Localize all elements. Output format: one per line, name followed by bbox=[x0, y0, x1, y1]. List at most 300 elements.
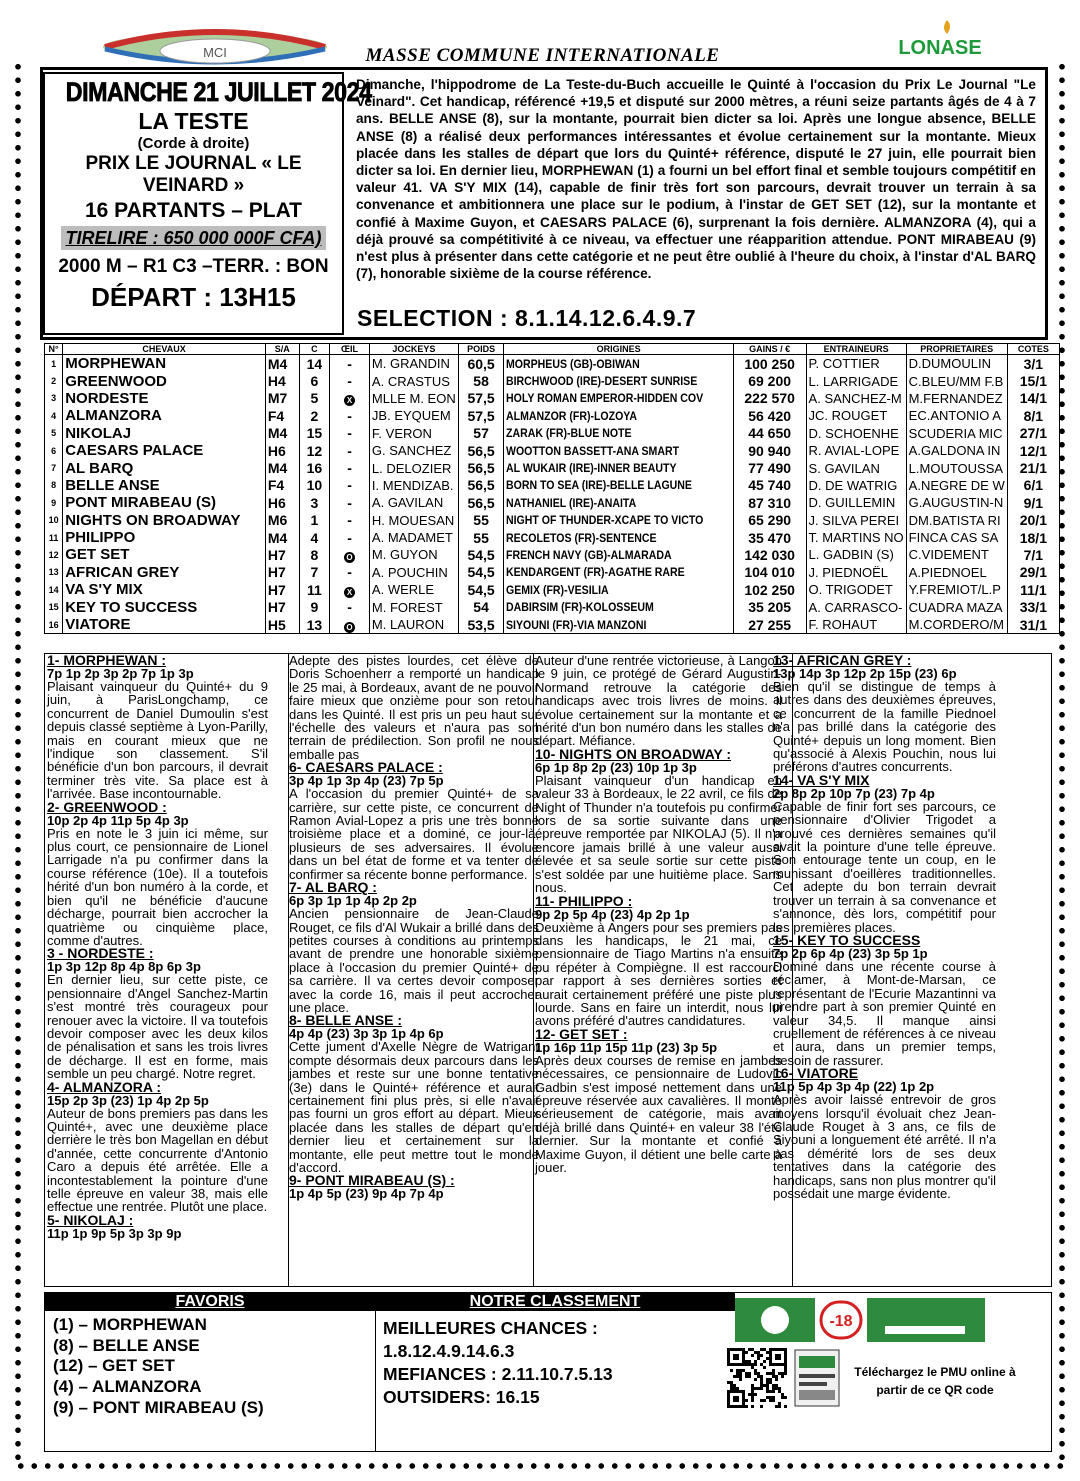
owner: Y.FREMIOT/L.P bbox=[906, 581, 1007, 598]
comment-text: Auteur d'une rentrée victorieuse, à Langon le 9 juin, ce protégé de Gérard Augustin-Normand retrouve la catégorie des handicaps avec trois livres de moins. Il évolue certainement sur la montante et a hérité d'un bon numéro dans les stalles de départ. Méfiance. bbox=[535, 653, 782, 749]
trainer: L. LARRIGADE bbox=[806, 372, 906, 389]
owner: C.VIDEMENT bbox=[906, 546, 1007, 563]
qr-code bbox=[727, 1348, 787, 1408]
earnings: 56 420 bbox=[733, 407, 806, 424]
comment-record: 6p 3p 1p 1p 4p 2p 2p bbox=[289, 893, 417, 909]
comment-text: Adepte des pistes lourdes, cet élève de Doris Schoenherr a remporté un handicap le 25 mai, à Bordeaux, avant de ne pouvoir faire mieux que onzième pour son retour dans les Quinté. Il est pris un peu haut sur l'échelle des valeurs et n'aura pas son terrain de prédilection. Son profil ne nous emballe pas bbox=[289, 653, 539, 762]
sex-age: H7 bbox=[265, 546, 299, 563]
trainer: F. ROHAUT bbox=[806, 616, 906, 634]
runner-number: 1 bbox=[45, 355, 63, 373]
earnings: 102 250 bbox=[733, 581, 806, 598]
runner-number: 11 bbox=[45, 529, 63, 546]
comment-heading: 10- NIGHTS ON BROADWAY : bbox=[535, 745, 732, 762]
favoris-item: (9) – PONT MIRABEAU (S) bbox=[53, 1397, 264, 1417]
comment-text: Après deux courses de remise en jambes nécessaires, ce pensionnaire de Ludovic Gadbin s'est imposé nettement dans une épreuve réservée aux cavalières. Il monte sérieusement de catégorie, mais avait déjà brillé dans Quinté+ en valeur 38 l'été dernier. Sur la montante et confié à Maxime Guyon, il détient une belle carte à jouer. bbox=[535, 1052, 782, 1175]
eye-gear: - bbox=[330, 477, 370, 494]
sex-age: M6 bbox=[265, 512, 299, 529]
stall: 4 bbox=[299, 529, 330, 546]
runner-number: 4 bbox=[45, 407, 63, 424]
odds: 27/1 bbox=[1007, 425, 1059, 442]
trainer: P. COTTIER bbox=[806, 355, 906, 373]
origins-text: BORN TO SEA (IRE)-BELLE LAGUNE bbox=[506, 478, 693, 493]
column-header: ŒIL bbox=[330, 344, 370, 355]
hood-icon: O bbox=[344, 552, 355, 563]
stall: 12 bbox=[299, 442, 330, 459]
trainer: S. GAVILAN bbox=[806, 459, 906, 476]
origins-text: WOOTTON BASSETT-ANA SMART bbox=[506, 443, 680, 458]
eye-gear: - bbox=[330, 442, 370, 459]
download-text: Téléchargez le PMU online à partir de ce QR code bbox=[854, 1365, 1016, 1397]
stall: 6 bbox=[299, 372, 330, 389]
blinkers-icon: X bbox=[344, 395, 355, 406]
runners-table bbox=[44, 343, 1060, 634]
runner-number: 10 bbox=[45, 512, 63, 529]
table-row bbox=[45, 442, 1060, 459]
table-row bbox=[45, 477, 1060, 494]
table-row bbox=[45, 425, 1060, 442]
column-header: ENTRAINEURS bbox=[806, 344, 906, 355]
odds: 21/1 bbox=[1007, 459, 1059, 476]
stall: 16 bbox=[299, 459, 330, 476]
horse-name: PONT MIRABEAU (S) bbox=[63, 494, 266, 511]
trainer: R. AVIAL-LOPE bbox=[806, 442, 906, 459]
comment-text: Cette jument d'Axelle Nègre de Watrigant compte désormais deux parcours dans les jambes et reste sur une bonne tentative (3e) dans le Quinté+ référence et aurait certainement fini plus près, si elle n'avait pas fourni un gros effort au départ. Mieux placée dans les stalles de départ qu'en dernier lieu et certainement sur la montante, elle peut mettre tout le monde d'accord. bbox=[289, 1039, 539, 1175]
earnings: 142 030 bbox=[733, 546, 806, 563]
origins bbox=[504, 477, 733, 494]
comment-record: 11p 5p 4p 3p 4p (22) 1p 2p bbox=[773, 1079, 935, 1095]
odds: 7/1 bbox=[1007, 546, 1059, 563]
odds: 15/1 bbox=[1007, 372, 1059, 389]
owner: C.BLEU/MM F.B bbox=[906, 372, 1007, 389]
weight: 56,5 bbox=[458, 459, 504, 476]
horse-name: GREENWOOD bbox=[63, 372, 266, 389]
stall: 2 bbox=[299, 407, 330, 424]
runner-number: 14 bbox=[45, 581, 63, 598]
origins bbox=[504, 425, 733, 442]
runner-number: 15 bbox=[45, 598, 63, 615]
comment-record: 9p 2p 5p 4p (23) 4p 2p 1p bbox=[535, 906, 690, 922]
trainer: O. TRIGODET bbox=[806, 581, 906, 598]
blinkers-icon: X bbox=[344, 587, 355, 598]
table-row bbox=[45, 512, 1060, 529]
eye-gear bbox=[330, 581, 370, 598]
odds: 9/1 bbox=[1007, 494, 1059, 511]
runner-number: 7 bbox=[45, 459, 63, 476]
origins-text: ALMANZOR (FR)-LOZOYA bbox=[506, 408, 638, 423]
origins-text: FRENCH NAVY (GB)-ALMARADA bbox=[506, 547, 673, 562]
stall: 5 bbox=[299, 390, 330, 407]
runner-number: 2 bbox=[45, 372, 63, 389]
owner: CUADRA MAZA bbox=[906, 598, 1007, 615]
earnings: 44 650 bbox=[733, 425, 806, 442]
table-row bbox=[45, 581, 1060, 598]
race-corde: (Corde à droite) bbox=[137, 135, 250, 152]
comment-record: 6p 1p 8p 2p (23) 10p 1p 3p bbox=[535, 759, 697, 775]
weight: 57 bbox=[458, 425, 504, 442]
jockey: A. MADAMET bbox=[369, 529, 458, 546]
table-row bbox=[45, 390, 1060, 407]
runner-number: 6 bbox=[45, 442, 63, 459]
sex-age: M4 bbox=[265, 529, 299, 546]
comment-heading: 14- VA S'Y MIX bbox=[773, 771, 870, 788]
eye-gear: - bbox=[330, 564, 370, 581]
earnings: 35 205 bbox=[733, 598, 806, 615]
table-row bbox=[45, 355, 1060, 373]
comments-section bbox=[44, 653, 1052, 1287]
comment-text: Dominé dans une récente course à réclamer, à Mont-de-Marsan, ce représentant de l'Ecurie Mazantinni va prendre part à son premier Quinté en valeur 34,5. Il manque ainsi cruellement de références à ce niveau et aura, dans un premier temps, besoin de rassurer. bbox=[773, 958, 996, 1068]
earnings: 27 255 bbox=[733, 616, 806, 634]
comment-record: 1p 16p 11p 15p 11p (23) 3p 5p bbox=[535, 1039, 718, 1055]
weight: 58 bbox=[458, 372, 504, 389]
race-depart: DÉPART : 13H15 bbox=[91, 282, 296, 312]
sex-age: H5 bbox=[265, 616, 299, 634]
earnings: 69 200 bbox=[733, 372, 806, 389]
weight: 57,5 bbox=[458, 390, 504, 407]
race-prix-line1: PRIX LE JOURNAL « LE bbox=[85, 153, 302, 174]
horse-name: GET SET bbox=[63, 546, 266, 563]
sex-age: H4 bbox=[265, 372, 299, 389]
jockey: M. GUYON bbox=[369, 546, 458, 563]
favoris-item: (12) – GET SET bbox=[53, 1356, 175, 1376]
weight: 54 bbox=[458, 598, 504, 615]
comment-text: Après avoir laissé entrevoir de gros moyens lorsqu'il évoluait chez Jean-Claude Rouget à 3 ans, ce fils de Siyouni a longuement été arrêté. Il n'a pas démérité lors de ses deux tentatives dans la catégorie des handicaps, sans non plus montrer qu'il possédait une marge évidente. bbox=[773, 1092, 996, 1201]
race-prix-line2: VEINARD » bbox=[142, 175, 245, 196]
stall: 1 bbox=[299, 512, 330, 529]
odds: 3/1 bbox=[1007, 355, 1059, 373]
comment-text: Auteur de bons premiers pas dans les Quinté+, avec une deuxième place derrière le très bon Magellan en début d'année, cette concurrente d'Antonio Caro a depuis été arrêtée. Elle a incontestablement la pointure d'une telle épreuve en valeur 38, mais elle effectue une rentrée. Plutôt une place. bbox=[47, 1105, 268, 1215]
horse-name: PHILIPPO bbox=[63, 529, 266, 546]
race-info-box bbox=[43, 72, 372, 335]
horse-name: NIKOLAJ bbox=[63, 425, 266, 442]
horse-name: MORPHEWAN bbox=[63, 355, 266, 373]
summary-divider bbox=[375, 1293, 376, 1451]
odds: 12/1 bbox=[1007, 442, 1059, 459]
owner: FINCA CAS SA bbox=[906, 529, 1007, 546]
owner: G.AUGUSTIN-N bbox=[906, 494, 1007, 511]
column-header: ORIGINES bbox=[504, 344, 733, 355]
comment-heading: 11- PHILIPPO : bbox=[535, 892, 633, 909]
race-date: DIMANCHE 21 JUILLET 2024 bbox=[65, 77, 372, 107]
stall: 3 bbox=[299, 494, 330, 511]
origins-text: SIYOUNI (FR)-VIA MANZONI bbox=[506, 617, 647, 632]
table-row bbox=[45, 459, 1060, 476]
eye-gear: - bbox=[330, 459, 370, 476]
comment-record: 7p 1p 2p 3p 2p 7p 1p 3p bbox=[47, 666, 194, 681]
comment-record: 13p 14p 3p 12p 2p 15p (23) 6p bbox=[773, 666, 957, 681]
favoris-title: FAVORIS bbox=[45, 1293, 375, 1311]
jockey: JB. EYQUEM bbox=[369, 407, 458, 424]
stall: 14 bbox=[299, 355, 330, 373]
runner-number: 3 bbox=[45, 390, 63, 407]
column-header: C bbox=[299, 344, 330, 355]
stall: 11 bbox=[299, 581, 330, 598]
owner: M.CORDERO/M bbox=[906, 616, 1007, 634]
mci-logo-text: MCI bbox=[203, 45, 227, 60]
origins bbox=[504, 442, 733, 459]
trainer: A. CARRASCO- bbox=[806, 598, 906, 615]
eye-gear: - bbox=[330, 512, 370, 529]
eye-gear: - bbox=[330, 529, 370, 546]
column-header: POIDS bbox=[458, 344, 504, 355]
sex-age: H7 bbox=[265, 598, 299, 615]
comments-column-4 bbox=[773, 654, 996, 1200]
comment-text: Deuxième à Angers pour ses premiers pas dans les handicaps, le 21 mai, ce pensionnaire de Tiago Martins n'a ensuite pu répéter à Compiègne. Il est raccourci par rapport à ses dernières sorties et aurait certainement préféré une piste plus lourde. Sans en faire un interdit, nous lui avons préféré d'autres candidatures. bbox=[535, 919, 782, 1029]
column-header: GAINS / € bbox=[733, 344, 806, 355]
earnings: 87 310 bbox=[733, 494, 806, 511]
earnings: 100 250 bbox=[733, 355, 806, 373]
lonase-logo-text: LONASE bbox=[898, 37, 982, 59]
earnings: 65 290 bbox=[733, 512, 806, 529]
table-body bbox=[45, 355, 1060, 634]
comment-record: 1p 3p 12p 8p 4p 8p 6p 3p bbox=[47, 959, 201, 975]
stall: 7 bbox=[299, 564, 330, 581]
horse-name: BELLE ANSE bbox=[63, 477, 266, 494]
summary-section bbox=[44, 1292, 1052, 1452]
selection-line: SELECTION : 8.1.14.12.6.4.9.7 bbox=[357, 305, 697, 331]
sex-age: M4 bbox=[265, 425, 299, 442]
column-header: JOCKEYS bbox=[369, 344, 458, 355]
comment-record: 7p 2p 6p 4p (23) 3p 5p 1p bbox=[773, 945, 928, 961]
jockey: A. WERLE bbox=[369, 581, 458, 598]
dotted-border-left bbox=[14, 60, 22, 1461]
favoris-item: (1) – MORPHEWAN bbox=[53, 1315, 207, 1334]
stall: 10 bbox=[299, 477, 330, 494]
table-row bbox=[45, 546, 1060, 563]
comment-text: Capable de finir fort ses parcours, ce pensionnaire d'Olivier Trigodet a prouvé ces dernières semaines qu'il avait la pointure d'une telle épreuve. Son entourage tente un coup, en le munissant d'oeillères traditionnelles. Cet adepte du bon terrain devrait trouver un terrain à sa convenance et s'annonce, dès lors, compétitif pour les premières places. bbox=[773, 798, 996, 935]
comment-text: En dernier lieu, sur cette piste, ce pensionnaire d'Angel Sanchez-Martin s'est montré très courageux pour renouer avec la victoire. Il va toutefois devoir composer avec les deux kilos de pénalisation et sans les trois livres de décharge. Il est en forme, mais semble un peu chargé. Notre regret. bbox=[47, 972, 268, 1082]
origins bbox=[504, 355, 733, 373]
trainer: D. GUILLEMIN bbox=[806, 494, 906, 511]
comment-text: Bien qu'il se distingue de temps à autres dans des deuxièmes épreuves, ce concurrent de la famille Piednoel n'a pas brillé dans la catégorie des Quinté+ depuis un long moment. Bien qu'associé à Alexis Pouchin, nous lui préférons d'autres concurrents. bbox=[773, 679, 996, 775]
weight: 57,5 bbox=[458, 407, 504, 424]
comments-column-1 bbox=[47, 654, 268, 1240]
eye-gear bbox=[330, 390, 370, 407]
lonase-logo bbox=[885, 18, 995, 62]
trainer: JC. ROUGET bbox=[806, 407, 906, 424]
runner-number: 5 bbox=[45, 425, 63, 442]
jockey: M. FOREST bbox=[369, 598, 458, 615]
origins bbox=[504, 581, 733, 598]
table-row bbox=[45, 529, 1060, 546]
earnings: 222 570 bbox=[733, 390, 806, 407]
jockey: A. GAVILAN bbox=[369, 494, 458, 511]
owner: A.GALDONA IN bbox=[906, 442, 1007, 459]
weight: 55 bbox=[458, 529, 504, 546]
comment-record: 2p 8p 2p 10p 7p (23) 7p 4p bbox=[773, 785, 935, 801]
promo-banner bbox=[735, 1298, 985, 1342]
origins bbox=[504, 372, 733, 389]
owner: DM.BATISTA RI bbox=[906, 512, 1007, 529]
jockey: I. MENDIZAB. bbox=[369, 477, 458, 494]
sex-age: H6 bbox=[265, 494, 299, 511]
comment-heading: 13- AFRICAN GREY : bbox=[773, 652, 912, 668]
weight: 60,5 bbox=[458, 355, 504, 373]
eye-gear: - bbox=[330, 598, 370, 615]
comment-record: 3p 4p 1p 3p 4p (23) 7p 5p bbox=[289, 773, 444, 789]
trainer: L. GADBIN (S) bbox=[806, 546, 906, 563]
trainer: D. SCHOENHE bbox=[806, 425, 906, 442]
comment-heading: 1- MORPHEWAN : bbox=[47, 652, 166, 668]
origins-text: HOLY ROMAN EMPEROR-HIDDEN COV bbox=[506, 391, 704, 406]
table-row bbox=[45, 372, 1060, 389]
comment-text: Plaisant vainqueur du Quinté+ du 9 juin, à ParisLongchamp, ce concurrent de Daniel Dumoulin s'est depuis classé septième à Lyon-Parilly, mais en courant mieux que ne l'indique son classement. S'il bénéficie d'un bon parcours, il devrait terminer très vite. Sa place est à l'arrivée. Base incontournable. bbox=[47, 679, 268, 802]
origins-text: NATHANIEL (IRE)-ANAITA bbox=[506, 495, 637, 510]
comment-heading: 7- AL BARQ : bbox=[289, 879, 377, 896]
comment-record: 4p 4p (23) 3p 3p 1p 4p 6p bbox=[289, 1026, 444, 1042]
origins-text: GEMIX (FR)-VESILIA bbox=[506, 582, 610, 597]
runner-number: 9 bbox=[45, 494, 63, 511]
column-header: PROPRIETAIRES bbox=[906, 344, 1007, 355]
horse-name: VA S'Y MIX bbox=[63, 581, 266, 598]
earnings: 45 740 bbox=[733, 477, 806, 494]
earnings: 104 010 bbox=[733, 564, 806, 581]
meilleures-label: MEILLEURES CHANCES : bbox=[383, 1318, 598, 1338]
classement-title: NOTRE CLASSEMENT bbox=[375, 1293, 735, 1311]
comment-record: 1p 4p 5p (23) 9p 4p 7p 4p bbox=[289, 1186, 444, 1202]
column-header: N° bbox=[45, 344, 63, 355]
dotted-border-right bbox=[1058, 60, 1066, 1461]
owner: A.NEGRE DE W bbox=[906, 477, 1007, 494]
hood-icon: O bbox=[344, 622, 355, 633]
sex-age: M7 bbox=[265, 390, 299, 407]
jockey: F. VERON bbox=[369, 425, 458, 442]
odds: 6/1 bbox=[1007, 477, 1059, 494]
runner-number: 13 bbox=[45, 564, 63, 581]
sex-age: M4 bbox=[265, 459, 299, 476]
jockey: A. POUCHIN bbox=[369, 564, 458, 581]
origins bbox=[504, 564, 733, 581]
jockey: M. GRANDIN bbox=[369, 355, 458, 373]
horse-name: KEY TO SUCCESS bbox=[63, 598, 266, 615]
origins-text: AL WUKAIR (IRE)-INNER BEAUTY bbox=[506, 461, 677, 476]
table-row bbox=[45, 598, 1060, 615]
table-header-row bbox=[45, 344, 1060, 355]
table-row bbox=[45, 494, 1060, 511]
comment-heading: 6- CAESARS PALACE : bbox=[289, 759, 443, 776]
comment-record: 11p 1p 9p 5p 3p 3p 9p bbox=[47, 1225, 182, 1241]
comment-heading: 2- GREENWOOD : bbox=[47, 798, 167, 815]
odds: 11/1 bbox=[1007, 581, 1059, 598]
stall: 8 bbox=[299, 546, 330, 563]
owner: M.FERNANDEZ bbox=[906, 390, 1007, 407]
origins bbox=[504, 529, 733, 546]
odds: 20/1 bbox=[1007, 512, 1059, 529]
runner-number: 8 bbox=[45, 477, 63, 494]
owner: D.DUMOULIN bbox=[906, 355, 1007, 373]
sex-age: H7 bbox=[265, 581, 299, 598]
eye-gear: - bbox=[330, 425, 370, 442]
eye-gear: - bbox=[330, 372, 370, 389]
eye-gear: - bbox=[330, 355, 370, 373]
jockey: M. LAURON bbox=[369, 616, 458, 634]
weight: 56,5 bbox=[458, 442, 504, 459]
origins-text: BIRCHWOOD (IRE)-DESERT SUNRISE bbox=[506, 374, 698, 389]
table-row bbox=[45, 616, 1060, 634]
origins bbox=[504, 459, 733, 476]
sex-age: H6 bbox=[265, 442, 299, 459]
intro-paragraph: Dimanche, l'hippodrome de La Teste-du-Buch accueille le Quinté à l'occasion du Prix Le Journal "Le Veinard". Cet handicap, référencé +19,5 et disputé sur 2000 mètres, a réuni seize partants âgés de 4 à 7 ans. BELLE ANSE (8), sur la montante, pourrait bien dicter sa loi. Après une longue absence, BELLE ANSE (8) a réalisé deux performances intéressantes et évolue certainement sur la montante. Mieux placée dans les stalles de départ que lors du Quinté+ référence, disputé le 27 juin, elle pourrait bien dicter sa loi. En dernier lieu, MORPHEWAN (1) a fourni un bel effort final et semble toujours compétitif en valeur 41. VA S'Y MIX (14), capable de finir très fort son parcours, devrait trouver un terrain à sa convenance et ambitionnera une place sur le podium, à l'instar de GET SET (12), sur la montante et confié à Maxime Guyon, et CAESARS PALACE (6), surprenant la fois dernière. ALMANZORA (4), qui a déjà prouvé sa compétitivité à ce niveau, va effectuer une réapparition attendue. PONT MIRABEAU (9) n'est plus à présenter dans cette catégorie et ne peut être oublié à l'heure du choix, à l'instar d'AL BARQ (7), honorable sixième de la course référence. bbox=[356, 77, 1036, 282]
comment-text: Pris en note le 3 juin ici même, sur plus court, ce pensionnaire de Lionel Larrigade n'a pu confirmer dans la course référence (10e). Il a toutefois hérité d'un bon numéro à la corde, et bien qu'il ne bénéficie d'aucune décharge, pourrait bien accrocher la quatrième ou cinquième place, comme d'autres. bbox=[47, 825, 268, 948]
odds: 18/1 bbox=[1007, 529, 1059, 546]
mefiances-line: MEFIANCES : 2.11.10.7.5.13 bbox=[383, 1364, 613, 1384]
weight: 53,5 bbox=[458, 616, 504, 634]
trainer: J. SILVA PEREI bbox=[806, 512, 906, 529]
race-tirelire: TIRELIRE : 650 000 000F CFA) bbox=[61, 226, 325, 250]
outsiders-line: OUTSIDERS: 16.15 bbox=[383, 1387, 540, 1407]
jockey: G. SANCHEZ bbox=[369, 442, 458, 459]
sex-age: F4 bbox=[265, 477, 299, 494]
comment-heading: 9- PONT MIRABEAU (S) : bbox=[289, 1172, 455, 1189]
horse-name: AFRICAN GREY bbox=[63, 564, 266, 581]
weight: 54,5 bbox=[458, 581, 504, 598]
weight: 54,5 bbox=[458, 564, 504, 581]
age-badge: -18 bbox=[829, 1313, 853, 1330]
odds: 29/1 bbox=[1007, 564, 1059, 581]
eye-gear: - bbox=[330, 494, 370, 511]
meilleures-value: 1.8.12.4.9.14.6.3 bbox=[383, 1341, 515, 1361]
trainer: T. MARTINS NO bbox=[806, 529, 906, 546]
table-row bbox=[45, 564, 1060, 581]
favoris-item: (8) – BELLE ANSE bbox=[53, 1335, 200, 1355]
horse-name: NIGHTS ON BROADWAY bbox=[63, 512, 266, 529]
sex-age: M4 bbox=[265, 355, 299, 373]
column-header: CHEVAUX bbox=[63, 344, 266, 355]
weight: 54,5 bbox=[458, 546, 504, 563]
favoris-list bbox=[53, 1315, 264, 1419]
jockey: L. DELOZIER bbox=[369, 459, 458, 476]
odds: 31/1 bbox=[1007, 616, 1059, 634]
sex-age: F4 bbox=[265, 407, 299, 424]
owner: A.PIEDNOEL bbox=[906, 564, 1007, 581]
comment-heading: 16- VIATORE bbox=[773, 1065, 859, 1082]
origins-text: KENDARGENT (FR)-AGATHE RARE bbox=[506, 565, 686, 580]
origins bbox=[504, 598, 733, 615]
origins bbox=[504, 390, 733, 407]
horse-name: ALMANZORA bbox=[63, 407, 266, 424]
column-header: S/A bbox=[265, 344, 299, 355]
weight: 56,5 bbox=[458, 494, 504, 511]
comment-heading: 5- NIKOLAJ : bbox=[47, 1211, 134, 1228]
origins-text: MORPHEUS (GB)-OBIWAN bbox=[506, 356, 641, 371]
trainer: D. DE WATRIG bbox=[806, 477, 906, 494]
weight: 55 bbox=[458, 512, 504, 529]
runner-number: 16 bbox=[45, 616, 63, 634]
origins-text: RECOLETOS (FR)-SENTENCE bbox=[506, 530, 658, 545]
origins bbox=[504, 407, 733, 424]
comment-record: 15p 2p 3p (23) 1p 4p 2p 5p bbox=[47, 1092, 209, 1108]
app-icon bbox=[793, 1348, 841, 1408]
trainer: A. SANCHEZ-M bbox=[806, 390, 906, 407]
origins bbox=[504, 494, 733, 511]
weight: 56,5 bbox=[458, 477, 504, 494]
odds: 8/1 bbox=[1007, 407, 1059, 424]
origins-text: ZARAK (FR)-BLUE NOTE bbox=[506, 426, 633, 441]
origins-text: DABIRSIM (FR)-KOLOSSEUM bbox=[506, 600, 655, 615]
eye-gear bbox=[330, 546, 370, 563]
comment-record: 10p 2p 4p 11p 5p 4p 3p bbox=[47, 812, 189, 828]
horse-name: CAESARS PALACE bbox=[63, 442, 266, 459]
race-partants: 16 PARTANTS – PLAT bbox=[84, 199, 303, 222]
origins bbox=[504, 546, 733, 563]
race-venue: LA TESTE bbox=[138, 108, 249, 134]
owner: EC.ANTONIO A bbox=[906, 407, 1007, 424]
table-row bbox=[45, 407, 1060, 424]
comment-heading: 3 - NORDESTE : bbox=[47, 945, 154, 962]
dotted-border-bottom bbox=[14, 1462, 1066, 1470]
stall: 9 bbox=[299, 598, 330, 615]
runner-number: 12 bbox=[45, 546, 63, 563]
stall: 13 bbox=[299, 616, 330, 634]
